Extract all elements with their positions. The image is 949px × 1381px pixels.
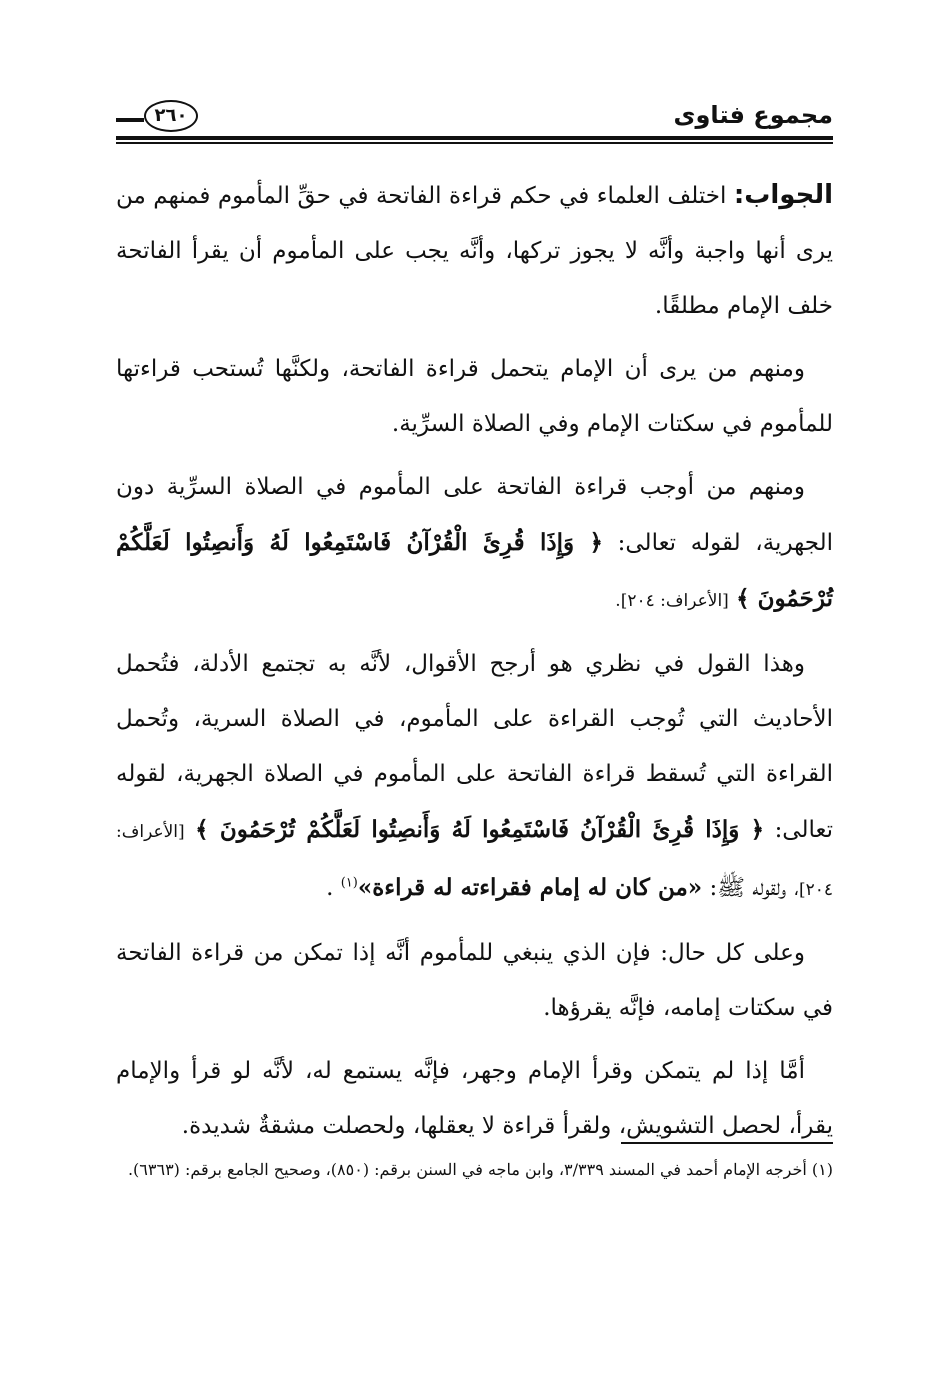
page-number: ٢٦٠: [144, 100, 198, 132]
paragraph-end: .: [326, 875, 334, 901]
paragraph-text: اختلف العلماء في حكم قراءة الفاتحة في حقِّ المأموم فمنهم من يرى أنها واجبة وأنَّه لا يجوز تركها، وأنَّه يجب على المأموم أن يقرأ الفاتحة خلف الإمام مطلقًا.: [116, 183, 833, 319]
paragraph-text: وهذا القول في نظري هو أرجح الأقوال، لأنَّه به تجتمع الأدلة، فتُحمل الأحاديث التي تُوجب القراءة على المأموم، في الصلاة السرية، وتُحمل القراءة التي تُسقط قراءة الفاتحة على المأموم في الصلاة الجهرية، لقوله تعالى:: [116, 651, 833, 843]
paragraph-final: [116, 1044, 833, 1154]
main-text: [116, 168, 833, 1162]
verse-reference: [الأعراف: ٢٠٤]،: [116, 822, 833, 900]
page-header: [116, 100, 833, 150]
quran-verse: ﴿ وَإِذَا قُرِئَ الْقُرْآنُ فَاسْتَمِعُوا لَهُ وَأَنصِتُوا لَعَلَّكُمْ تُرْحَمُونَ ﴾: [195, 816, 765, 843]
paragraph-text: ومنهم من أوجب قراءة الفاتحة على المأموم في الصلاة السرِّية دون الجهرية، لقوله تعالى:: [116, 474, 833, 556]
paragraph-text: ولقوله ﷺ:: [709, 875, 787, 901]
paragraph-text: أمَّا إذا لم يتمكن وقرأ الإمام وجهر، فإنَّه يستمع له، لأنَّه لو قرأ والإمام يقرأ، لحصل التشويش، ولقرأ قراءة لا يعقلها، ولحصلت مشقةٌ شديدة.: [116, 1058, 833, 1139]
answer-label: الجواب:: [733, 180, 833, 210]
header-rule-left: [116, 118, 144, 122]
header-rule-thin: [116, 142, 833, 144]
header-rule-thick: [116, 136, 833, 140]
running-title: مجموع فتاوى: [673, 101, 833, 129]
paragraph-conclusion: [116, 926, 833, 1036]
hadith-quote: «من كان له إمام فقراءته له قراءة»: [357, 874, 703, 901]
paragraph-second-view: [116, 342, 833, 452]
paragraph-text: ومنهم من يرى أن الإمام يتحمل قراءة الفاتحة، ولكنَّها تُستحب قراءتها للمأموم في سكتات الإمام وفي الصلاة السرِّية.: [116, 356, 833, 437]
paragraph-answer: [116, 168, 833, 334]
footnote-marker: (١): [340, 875, 358, 891]
quran-verse: ﴿ وَإِذَا قُرِئَ الْقُرْآنُ فَاسْتَمِعُوا لَهُ وَأَنصِتُوا لَعَلَّكُمْ تُرْحَمُونَ ﴾: [116, 529, 833, 612]
paragraph-third-view: [116, 460, 833, 629]
footnote-rule: [621, 1142, 833, 1144]
footnote: (١) أخرجه الإمام أحمد في المسند ٣/٣٣٩، وابن ماجه في السنن برقم: (٨٥٠)، وصحيح الجامع برقم: (٦٣٦٣).: [127, 1160, 833, 1179]
paragraph-text: وعلى كل حال: فإن الذي ينبغي للمأموم أنَّه إذا تمكن من قراءة الفاتحة في سكتات إمامه، فإنَّه يقرؤها.: [116, 940, 833, 1021]
paragraph-preferred-view: [116, 637, 833, 918]
verse-reference: [الأعراف: ٢٠٤].: [615, 591, 729, 611]
